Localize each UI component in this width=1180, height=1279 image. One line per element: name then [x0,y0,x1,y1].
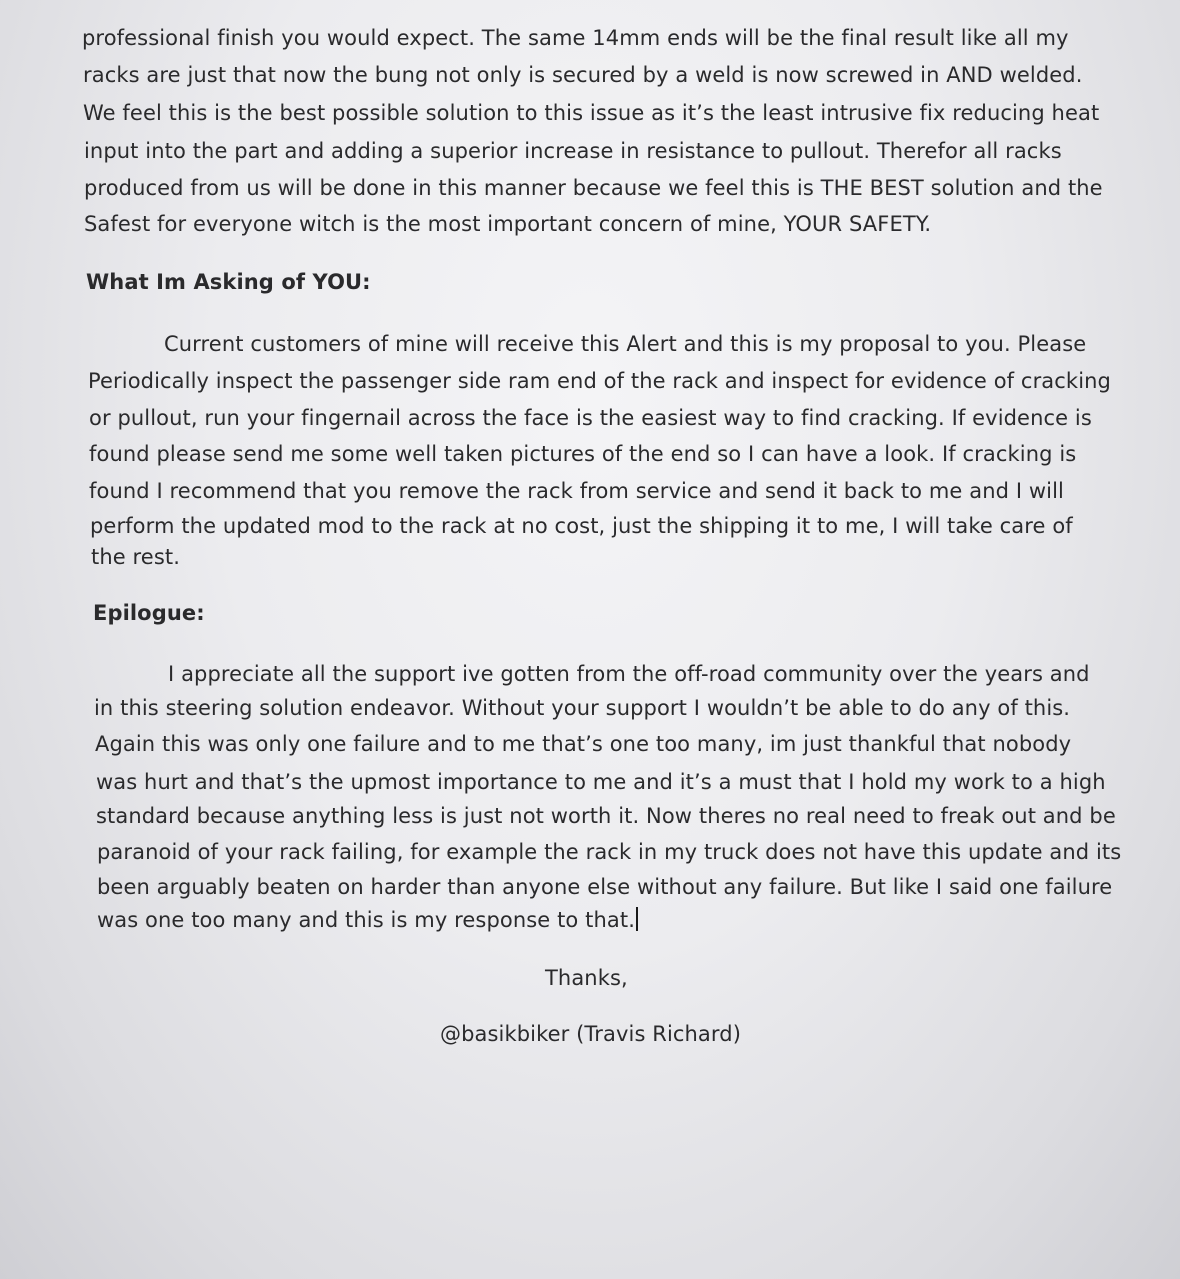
epilogue-line-2: in this steering solution endeavor. Without your support I wouldn’t be able to do any of this. [94,696,1071,720]
asking-line-6: perform the updated mod to the rack at no cost, just the shipping it to me, I will take care of [90,514,1073,538]
epilogue-line-3: Again this was only one failure and to me that’s one too many, im just thankful that nobody [95,732,1072,756]
asking-line-2: Periodically inspect the passenger side ram end of the rack and inspect for evidence of cracking [88,369,1111,393]
epilogue-heading: Epilogue: [93,601,205,625]
asking-line-7: the rest. [91,545,180,569]
closing-thanks: Thanks, [545,966,628,990]
intro-line-6: Safest for everyone witch is the most important concern of mine, YOUR SAFETY. [84,212,932,236]
text-cursor [636,907,638,931]
asking-line-4: found please send me some well taken pictures of the end so I can have a look. If cracking is [89,442,1077,466]
intro-line-1: professional finish you would expect. The same 14mm ends will be the final result like all my [82,26,1069,50]
epilogue-line-4: was hurt and that’s the upmost importance to me and it’s a must that I hold my work to a high [96,770,1106,794]
signature-line: @basikbiker (Travis Richard) [440,1022,741,1046]
epilogue-line-7: been arguably beaten on harder than anyone else without any failure. But like I said one failure [97,875,1113,899]
intro-line-5: produced from us will be done in this manner because we feel this is THE BEST solution and the [84,176,1103,200]
epilogue-line-8-text: was one too many and this is my response to that. [97,908,635,932]
asking-heading: What Im Asking of YOU: [86,270,371,294]
asking-line-1: Current customers of mine will receive this Alert and this is my proposal to you. Please [164,332,1087,356]
epilogue-line-5: standard because anything less is just not worth it. Now theres no real need to freak out and be [96,804,1116,828]
epilogue-line-1: I appreciate all the support ive gotten from the off-road community over the years and [168,662,1090,686]
asking-line-5: found I recommend that you remove the rack from service and send it back to me and I will [89,479,1064,503]
epilogue-line-6: paranoid of your rack failing, for example the rack in my truck does not have this update and its [97,840,1122,864]
asking-line-3: or pullout, run your fingernail across the face is the easiest way to find cracking. If evidence is [89,406,1092,430]
intro-line-4: input into the part and adding a superior increase in resistance to pullout. Therefor all racks [84,139,1062,163]
intro-line-2: racks are just that now the bung not only is secured by a weld is now screwed in AND welded. [83,63,1083,87]
intro-line-3: We feel this is the best possible solution to this issue as it’s the least intrusive fix reducing heat [83,101,1100,125]
epilogue-line-8 [97,906,638,934]
